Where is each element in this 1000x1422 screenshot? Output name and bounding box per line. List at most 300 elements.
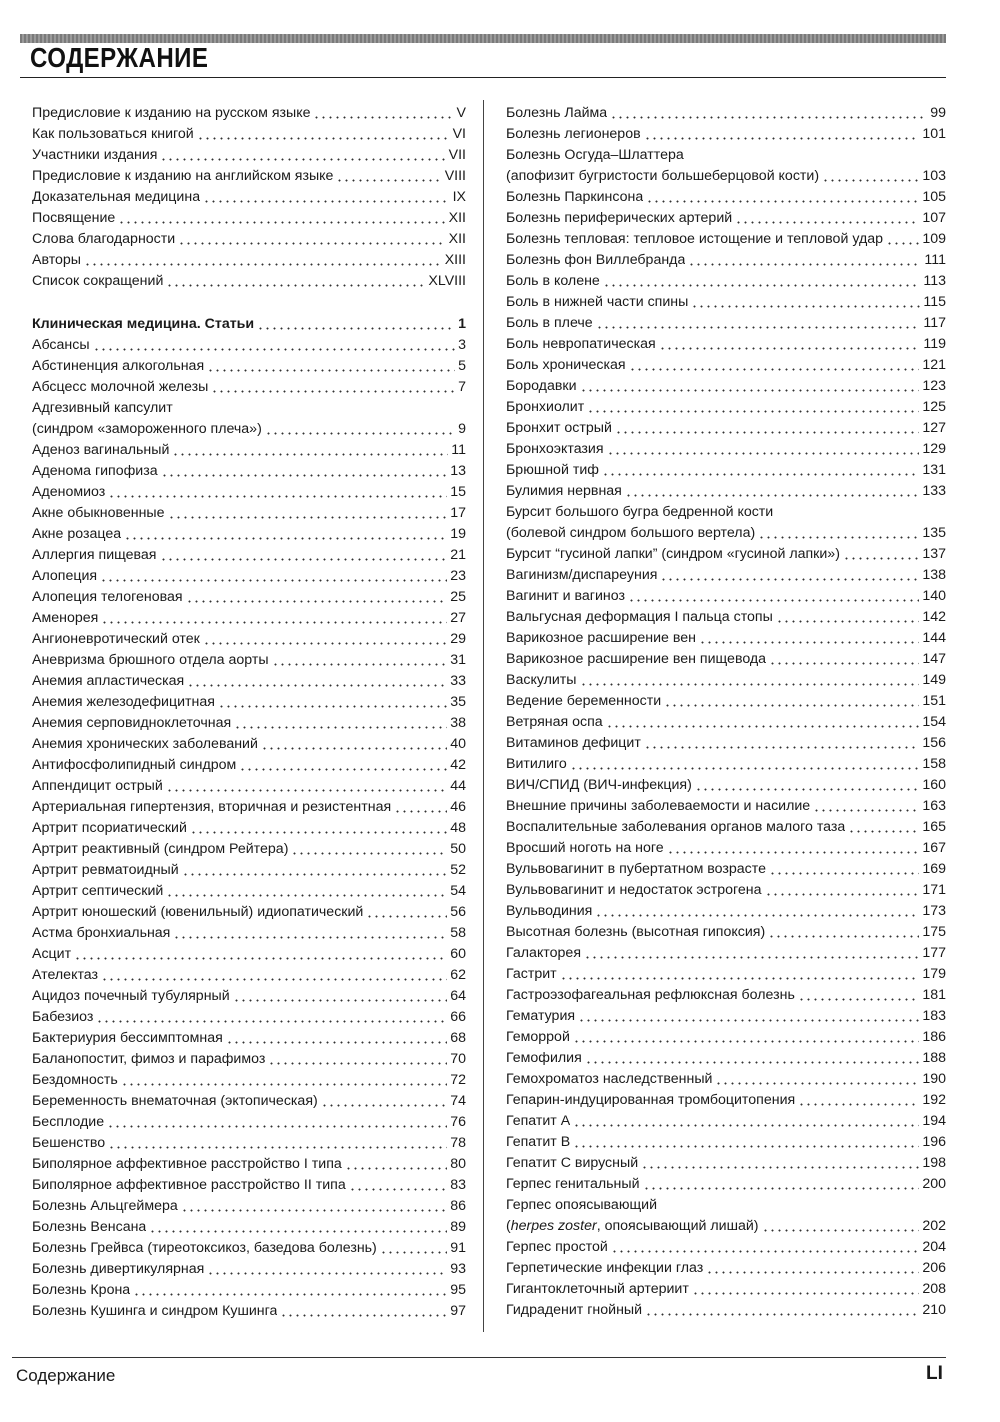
toc-entry[interactable] xyxy=(32,335,466,356)
toc-entry[interactable] xyxy=(32,187,466,208)
toc-entry[interactable] xyxy=(506,1216,946,1237)
toc-entry-label: (апофизит бугристости большеберцовой кости) xyxy=(506,168,820,184)
toc-leader-dots xyxy=(380,1251,447,1254)
toc-entry[interactable] xyxy=(506,229,946,250)
toc-entry[interactable] xyxy=(32,755,466,776)
toc-entry-label: Анемия железодефицитная xyxy=(32,694,215,710)
toc-entry-page: 15 xyxy=(450,484,466,500)
toc-entry[interactable] xyxy=(32,1070,466,1091)
toc-entry-page: 42 xyxy=(450,757,466,773)
footer-label: Содержание xyxy=(16,1366,116,1385)
toc-entry[interactable] xyxy=(506,964,946,985)
toc-entry[interactable] xyxy=(32,566,466,587)
toc-leader-dots xyxy=(366,915,447,918)
column-divider xyxy=(483,100,484,1332)
toc-entry[interactable] xyxy=(32,461,466,482)
toc-leader-dots xyxy=(695,788,920,791)
toc-entry[interactable] xyxy=(506,334,946,355)
toc-entry-page: 50 xyxy=(450,841,466,857)
toc-entry-label: Слова благодарности xyxy=(32,231,176,247)
toc-entry[interactable] xyxy=(506,460,946,481)
toc-leader-dots xyxy=(321,1104,447,1107)
toc-leader-dots xyxy=(101,978,447,981)
toc-entry[interactable] xyxy=(32,1280,466,1301)
toc-entry[interactable] xyxy=(32,1049,466,1070)
toc-entry-page: 135 xyxy=(922,525,946,541)
toc-entry-label: Вагинит и вагиноз xyxy=(506,588,625,604)
toc-leader-dots xyxy=(178,242,445,245)
toc-entry[interactable] xyxy=(32,1238,466,1259)
toc-entry[interactable] xyxy=(506,313,946,334)
toc-entry[interactable] xyxy=(506,1279,946,1300)
toc-entry-label: Антифосфолипидный синдром xyxy=(32,757,237,773)
toc-entry[interactable] xyxy=(506,481,946,502)
toc-entry[interactable] xyxy=(506,817,946,838)
toc-leader-dots xyxy=(233,999,448,1002)
toc-entry[interactable] xyxy=(32,986,466,1007)
toc-leader-dots xyxy=(643,1187,920,1190)
toc-leader-dots xyxy=(268,1062,447,1065)
toc-entry-label: Бурсит “гусиной лапки” (синдром «гусиной лапки») xyxy=(506,546,840,562)
toc-entry-label: Анемия серповидноклеточная xyxy=(32,715,232,731)
toc-entry[interactable] xyxy=(32,124,466,145)
toc-entry-page: 165 xyxy=(922,819,946,835)
toc-entry[interactable] xyxy=(506,1027,946,1048)
toc-leader-dots xyxy=(133,1293,447,1296)
toc-leader-dots xyxy=(611,1250,919,1253)
toc-left-column xyxy=(32,103,466,1322)
toc-leader-dots xyxy=(207,369,455,372)
toc-entry-label: Акне розацеа xyxy=(32,526,122,542)
toc-entry-label: Клиническая медицина. Статьи xyxy=(32,316,255,332)
toc-entry-page: 107 xyxy=(922,210,946,226)
toc-entry-page: 95 xyxy=(450,1282,466,1298)
toc-entry-label: Асцит xyxy=(32,946,72,962)
toc-entry[interactable] xyxy=(32,545,466,566)
toc-entry-page: XII xyxy=(448,231,466,247)
toc-entry-label: Артрит псориатический xyxy=(32,820,187,836)
toc-entry-page: 103 xyxy=(922,168,946,184)
toc-entry-label: Бактериурия бессимптомная xyxy=(32,1030,223,1046)
toc-entry[interactable] xyxy=(506,250,946,271)
toc-leader-dots xyxy=(758,536,919,539)
toc-entry[interactable] xyxy=(32,1175,466,1196)
toc-entry[interactable] xyxy=(506,859,946,880)
toc-leader-dots xyxy=(596,326,921,329)
toc-entry-page: VI xyxy=(452,126,466,142)
toc-entry[interactable] xyxy=(506,103,946,124)
toc-entry[interactable] xyxy=(506,292,946,313)
toc-entry[interactable] xyxy=(32,398,466,419)
toc-entry-label: Акне обыкновенные xyxy=(32,505,165,521)
toc-entry[interactable] xyxy=(506,628,946,649)
toc-entry-label: Гепатит С вирусный xyxy=(506,1155,639,1171)
toc-entry-label: Внешние причины заболеваемости и насилие xyxy=(506,798,811,814)
toc-entry[interactable] xyxy=(506,796,946,817)
toc-entry-label: Болезнь дивертикулярная xyxy=(32,1261,205,1277)
toc-leader-dots xyxy=(107,1125,447,1128)
toc-entry[interactable] xyxy=(506,1132,946,1153)
toc-leader-dots xyxy=(667,851,920,854)
toc-entry-label: Ангионевротический отек xyxy=(32,631,200,647)
toc-entry-page: 133 xyxy=(922,483,946,499)
toc-leader-dots xyxy=(218,705,447,708)
toc-entry-page: 147 xyxy=(922,651,946,667)
toc-entry[interactable] xyxy=(32,965,466,986)
toc-entry-label: Участники издания xyxy=(32,147,158,163)
toc-leader-dots xyxy=(118,221,445,224)
toc-leader-dots xyxy=(124,537,447,540)
toc-entry[interactable] xyxy=(506,1300,946,1321)
toc-entry[interactable] xyxy=(506,1111,946,1132)
toc-entry[interactable] xyxy=(506,1174,946,1195)
toc-entry-label: Аменорея xyxy=(32,610,99,626)
toc-entry-label: Болезнь Венсана xyxy=(32,1219,147,1235)
toc-entry[interactable] xyxy=(506,922,946,943)
toc-entry[interactable] xyxy=(32,902,466,923)
toc-entry-label: Биполярное аффективное расстройство II типа xyxy=(32,1177,346,1193)
toc-entry[interactable] xyxy=(32,1007,466,1028)
toc-entry-label: Бронхиолит xyxy=(506,399,585,415)
toc-entry-page: 62 xyxy=(450,967,466,983)
toc-leader-dots xyxy=(762,1229,920,1232)
toc-entry[interactable] xyxy=(32,944,466,965)
toc-entry-page: 27 xyxy=(450,610,466,626)
toc-entry-label: Ателектаз xyxy=(32,967,99,983)
toc-leader-dots xyxy=(629,368,920,371)
toc-entry-page: 3 xyxy=(458,337,466,353)
toc-entry-label: Бронхоэктазия xyxy=(506,441,604,457)
toc-entry[interactable] xyxy=(506,124,946,145)
toc-entry-label: Аденоз вагинальный xyxy=(32,442,170,458)
toc-entry-label: Аппендицит острый xyxy=(32,778,163,794)
toc-entry[interactable] xyxy=(32,1028,466,1049)
toc-leader-dots xyxy=(182,873,448,876)
toc-entry[interactable] xyxy=(32,103,466,124)
toc-leader-dots xyxy=(166,789,447,792)
toc-entry-page: 19 xyxy=(450,526,466,542)
toc-entry[interactable] xyxy=(32,1259,466,1280)
toc-entry[interactable] xyxy=(506,397,946,418)
toc-entry-label: Герпес простой xyxy=(506,1239,608,1255)
toc-entry[interactable] xyxy=(506,523,946,544)
toc-entry[interactable] xyxy=(506,1090,946,1111)
toc-leader-dots xyxy=(813,809,919,812)
toc-entry[interactable] xyxy=(32,797,466,818)
toc-entry-label: Адгезивный капсулит xyxy=(32,400,173,416)
toc-leader-dots xyxy=(96,1020,447,1023)
toc-entry-page: VII xyxy=(448,147,466,163)
toc-leader-dots xyxy=(173,936,447,939)
toc-entry[interactable] xyxy=(506,775,946,796)
toc-entry-page: 78 xyxy=(450,1135,466,1151)
toc-entry[interactable] xyxy=(506,439,946,460)
toc-leader-dots xyxy=(190,831,447,834)
toc-entry-label: Артрит ревматоидный xyxy=(32,862,179,878)
toc-leader-dots xyxy=(585,1061,920,1064)
toc-entry-label: Герпетические инфекции глаз xyxy=(506,1260,704,1276)
toc-leader-dots xyxy=(349,1188,448,1191)
toc-entry-label: Биполярное аффективное расстройство I типа xyxy=(32,1156,342,1172)
toc-entry[interactable] xyxy=(506,607,946,628)
toc-entry[interactable] xyxy=(32,250,466,271)
toc-entry[interactable] xyxy=(506,187,946,208)
toc-right-column xyxy=(506,103,946,1321)
toc-entry[interactable] xyxy=(506,166,946,187)
toc-entry-label: Алопеция xyxy=(32,568,98,584)
toc-entry[interactable] xyxy=(32,440,466,461)
toc-entry-page: 97 xyxy=(450,1303,466,1319)
toc-entry-label: Бесплодие xyxy=(32,1114,105,1130)
toc-entry[interactable] xyxy=(32,776,466,797)
toc-entry[interactable] xyxy=(32,587,466,608)
toc-entry-label: Болезнь легионеров xyxy=(506,126,641,142)
left-entry-list xyxy=(32,335,466,1322)
toc-entry-label: Галакторея xyxy=(506,945,582,961)
toc-entry-page: 25 xyxy=(450,589,466,605)
toc-entry-page: 31 xyxy=(450,652,466,668)
toc-entry[interactable] xyxy=(32,629,466,650)
toc-leader-dots xyxy=(101,621,447,624)
toc-entry-label: Гигантоклеточный артериит xyxy=(506,1281,689,1297)
toc-entry-label: Герпес опоясывающий xyxy=(506,1197,657,1213)
toc-leader-dots xyxy=(822,179,919,182)
toc-leader-dots xyxy=(769,662,919,665)
toc-entry-label: Вульвовагинит в пубертатном возрасте xyxy=(506,861,766,877)
toc-entry[interactable] xyxy=(32,608,466,629)
toc-entry-page: 60 xyxy=(450,946,466,962)
toc-entry-label: Болезнь Альцгеймера xyxy=(32,1198,178,1214)
toc-entry[interactable] xyxy=(506,355,946,376)
toc-entry-page: 56 xyxy=(450,904,466,920)
toc-entry-label: Артрит септический xyxy=(32,883,164,899)
toc-entry-page: 123 xyxy=(922,378,946,394)
toc-leader-dots xyxy=(203,200,450,203)
toc-entry-page: 198 xyxy=(922,1155,946,1171)
toc-entry-page: 179 xyxy=(922,966,946,982)
toc-entry-label: Вульвовагинит и недостаток эстрогена xyxy=(506,882,762,898)
toc-leader-dots xyxy=(573,1145,919,1148)
toc-entry-label: Аденома гипофиза xyxy=(32,463,158,479)
toc-leader-dots xyxy=(615,431,919,434)
toc-entry[interactable] xyxy=(506,1258,946,1279)
toc-entry[interactable] xyxy=(32,208,466,229)
toc-entry-label: Варикозное расширение вен пищевода xyxy=(506,651,767,667)
toc-entry[interactable] xyxy=(506,838,946,859)
toc-entry-page: 140 xyxy=(922,588,946,604)
toc-entry-label: Бабезиоз xyxy=(32,1009,94,1025)
toc-entry-page: XII xyxy=(448,210,466,226)
toc-leader-dots xyxy=(706,1271,919,1274)
toc-leader-dots xyxy=(207,1272,447,1275)
toc-entry[interactable] xyxy=(506,1006,946,1027)
toc-entry-page: 183 xyxy=(922,1008,946,1024)
toc-leader-dots xyxy=(607,452,920,455)
toc-entry-page: 54 xyxy=(450,883,466,899)
toc-entry[interactable] xyxy=(32,671,466,692)
toc-entry-page: 17 xyxy=(450,505,466,521)
toc-entry[interactable] xyxy=(506,502,946,523)
toc-entry[interactable] xyxy=(506,754,946,775)
toc-leader-dots xyxy=(93,348,456,351)
toc-entry[interactable] xyxy=(32,482,466,503)
toc-entry-label: Беременность внематочная (эктопическая) xyxy=(32,1093,318,1109)
toc-leader-dots xyxy=(691,305,920,308)
toc-entry[interactable] xyxy=(506,544,946,565)
toc-entry[interactable] xyxy=(506,271,946,292)
toc-section-heading[interactable] xyxy=(32,314,466,335)
toc-entry-page: 35 xyxy=(450,694,466,710)
front-matter-list xyxy=(32,103,466,292)
toc-entry-label: Болезнь Крона xyxy=(32,1282,131,1298)
toc-entry[interactable] xyxy=(32,1154,466,1175)
toc-entry-label: Артериальная гипертензия, вторичная и резистентная xyxy=(32,799,392,815)
toc-entry-page: 194 xyxy=(922,1113,946,1129)
toc-entry-page: 137 xyxy=(922,546,946,562)
toc-entry[interactable] xyxy=(506,691,946,712)
toc-entry-page: 115 xyxy=(923,294,946,310)
toc-entry[interactable] xyxy=(506,880,946,901)
toc-entry[interactable] xyxy=(506,376,946,397)
toc-entry[interactable] xyxy=(32,1133,466,1154)
toc-leader-dots xyxy=(172,453,448,456)
toc-entry-label: Болезнь тепловая: тепловое истощение и тепловой удар xyxy=(506,231,883,247)
toc-entry[interactable] xyxy=(32,713,466,734)
toc-entry-label: Болезнь Грейвса (тиреотоксикоз, базедова болезнь) xyxy=(32,1240,377,1256)
toc-entry-label: Анемия хронических заболеваний xyxy=(32,736,258,752)
toc-entry[interactable] xyxy=(32,1091,466,1112)
toc-leader-dots xyxy=(688,263,921,266)
toc-entry[interactable] xyxy=(32,1196,466,1217)
toc-leader-dots xyxy=(768,935,919,938)
toc-entry[interactable] xyxy=(506,712,946,733)
toc-entry[interactable] xyxy=(32,650,466,671)
toc-entry[interactable] xyxy=(506,733,946,754)
toc-entry[interactable] xyxy=(32,860,466,881)
toc-entry-page: 46 xyxy=(450,799,466,815)
toc-entry-page: 117 xyxy=(923,315,946,331)
toc-entry-label: Гидраденит гнойный xyxy=(506,1302,643,1318)
toc-leader-dots xyxy=(735,221,919,224)
toc-entry-page: 33 xyxy=(450,673,466,689)
toc-entry[interactable] xyxy=(32,356,466,377)
toc-entry[interactable] xyxy=(506,586,946,607)
toc-entry[interactable] xyxy=(506,943,946,964)
title-rule xyxy=(20,77,946,78)
toc-leader-dots xyxy=(265,432,455,435)
toc-leader-dots xyxy=(203,642,447,645)
toc-entry[interactable] xyxy=(32,692,466,713)
toc-leader-dots xyxy=(641,1166,919,1169)
toc-entry-page: 167 xyxy=(922,840,946,856)
toc-leader-dots xyxy=(584,956,919,959)
toc-entry[interactable] xyxy=(32,1301,466,1322)
toc-entry[interactable] xyxy=(506,1237,946,1258)
toc-entry-label: Аллергия пищевая xyxy=(32,547,157,563)
toc-entry-page: 204 xyxy=(922,1239,946,1255)
toc-entry[interactable] xyxy=(506,985,946,1006)
toc-entry-page: 188 xyxy=(922,1050,946,1066)
toc-entry[interactable] xyxy=(506,901,946,922)
toc-leader-dots xyxy=(699,641,919,644)
toc-leader-dots xyxy=(186,600,448,603)
toc-entry-page: 192 xyxy=(922,1092,946,1108)
toc-entry[interactable] xyxy=(506,1153,946,1174)
toc-entry-page: XIII xyxy=(444,252,466,268)
toc-entry-page: 186 xyxy=(922,1029,946,1045)
toc-entry-label: Алопеция телогеновая xyxy=(32,589,183,605)
toc-entry[interactable] xyxy=(32,1217,466,1238)
toc-entry[interactable] xyxy=(32,839,466,860)
toc-leader-dots xyxy=(692,1292,919,1295)
toc-entry-page: 74 xyxy=(450,1093,466,1109)
toc-entry[interactable] xyxy=(32,229,466,250)
toc-entry[interactable] xyxy=(506,565,946,586)
toc-entry-page: 23 xyxy=(450,568,466,584)
toc-entry[interactable] xyxy=(506,649,946,670)
toc-entry-page: 119 xyxy=(923,336,946,352)
toc-entry-label: Гастроэзофагеальная рефлюксная болезнь xyxy=(506,987,795,1003)
toc-entry-label: Воспалительные заболевания органов малого таза xyxy=(506,819,846,835)
toc-leader-dots xyxy=(660,578,919,581)
toc-entry[interactable] xyxy=(32,377,466,398)
toc-entry-label: Ведение беременности xyxy=(506,693,662,709)
toc-leader-dots xyxy=(166,894,447,897)
toc-entry[interactable] xyxy=(32,524,466,545)
toc-entry-label: Боль в колене xyxy=(506,273,600,289)
toc-entry[interactable] xyxy=(506,1195,946,1216)
toc-entry-label: (herpes zoster, опоясывающий лишай) xyxy=(506,1218,759,1234)
toc-entry-label: Гепарин-индуцированная тромбоцитопения xyxy=(506,1092,796,1108)
toc-leader-dots xyxy=(580,389,920,392)
toc-entry-page: 196 xyxy=(922,1134,946,1150)
toc-entry-page: 40 xyxy=(450,736,466,752)
toc-entry-page: 144 xyxy=(922,630,946,646)
toc-leader-dots xyxy=(313,116,453,119)
toc-entry[interactable] xyxy=(32,923,466,944)
toc-entry[interactable] xyxy=(32,503,466,524)
toc-entry-page: 149 xyxy=(922,672,946,688)
toc-entry-page: 113 xyxy=(923,273,946,289)
toc-entry[interactable] xyxy=(506,1069,946,1090)
toc-entry[interactable] xyxy=(32,419,466,440)
toc-leader-dots xyxy=(798,998,919,1001)
toc-entry-label: Астма бронхиальная xyxy=(32,925,171,941)
toc-entry-label: Как пользоваться книгой xyxy=(32,126,194,142)
toc-entry[interactable] xyxy=(506,670,946,691)
toc-entry[interactable] xyxy=(506,208,946,229)
toc-entry[interactable] xyxy=(32,271,466,292)
toc-entry-page: 173 xyxy=(922,903,946,919)
toc-entry[interactable] xyxy=(506,1048,946,1069)
toc-entry-page: 158 xyxy=(922,756,946,772)
toc-entry[interactable] xyxy=(32,145,466,166)
toc-entry[interactable] xyxy=(506,418,946,439)
toc-entry[interactable] xyxy=(32,881,466,902)
toc-entry-page: 80 xyxy=(450,1156,466,1172)
toc-entry[interactable] xyxy=(32,734,466,755)
toc-entry-label: Вросший ноготь на ноге xyxy=(506,840,664,856)
toc-entry[interactable] xyxy=(32,818,466,839)
toc-entry[interactable] xyxy=(32,1112,466,1133)
toc-leader-dots xyxy=(149,1230,447,1233)
toc-entry-label: Болезнь Осгуда–Шлаттера xyxy=(506,147,684,163)
toc-entry[interactable] xyxy=(506,145,946,166)
toc-entry[interactable] xyxy=(32,166,466,187)
toc-entry-page: 58 xyxy=(450,925,466,941)
toc-entry-page: 13 xyxy=(450,463,466,479)
toc-entry-label: Боль в нижней части спины xyxy=(506,294,689,310)
